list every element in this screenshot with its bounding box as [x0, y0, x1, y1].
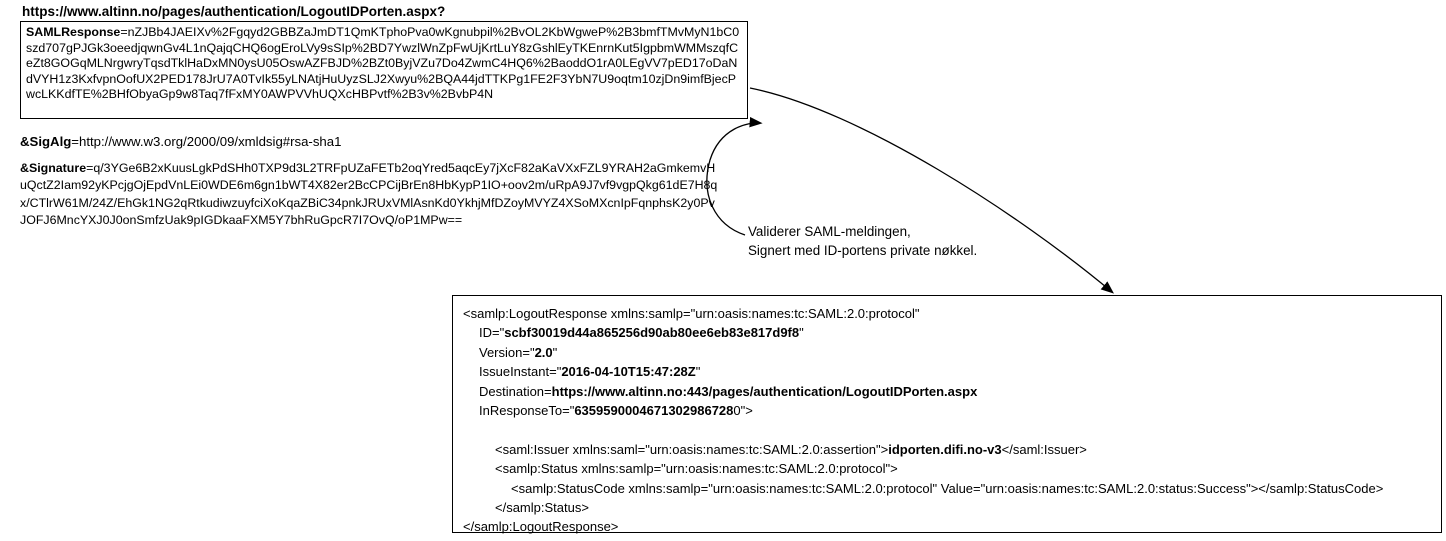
xml-token: " [695, 364, 701, 380]
saml-response-equals: = [120, 25, 128, 39]
saml-response-value: nZJBb4JAEIXv%2Fgqyd2GBBZaJmDT1QmKTphoPva0wKgnubpil%2BvOL2KbWgweP%2B3bmfTMvMyN1bC0szd707gPJGk3oeedjqwnGv4L1nQajqCHQ6ogEroLVy9sSIp%2BD7YwzlWnZpFwUjKrtLuY8zGshlEyTKEnrnKut5IgpbmWMMszqfCeZt8GOGqMLNrgwryTqsdTklHaDxMN0ysU05OswAZFBJD%2BZt0ByjVZu7Do4ZwmC4HQ6%2BaoddO1rA0LEgVV7pED17oDaNdVYH1z3KxfvpnOofUX2PED178JrU7A0TvIk55yLNAtjHuUyzSLJ2Xwyu%2BQA44jdTTKPg1FE2F3YbN7U9oqtm10zjDn9imfBjecPwcLKKdfTE%2BHfObyaGp9w8Taq7fFxMY0AWPVVhUQXcHBPvtf%2B3v%2BvbP4N [26, 25, 740, 102]
xml-line [463, 382, 1441, 401]
signature-label: &Signature [20, 161, 87, 175]
xml-value: idporten.difi.no-v3 [888, 441, 1002, 457]
xml-token: IssueInstant=" [479, 364, 562, 380]
xml-value: 2016-04-10T15:47:28Z [561, 364, 696, 380]
signature-equals: = [86, 161, 94, 175]
sigalg-value: http://www.w3.org/2000/09/xmldsig#rsa-sha1 [79, 134, 342, 149]
xml-token: ID=" [479, 325, 505, 341]
sigalg-label: &SigAlg [20, 134, 72, 149]
xml-line [463, 323, 1441, 342]
annotation-line-1: Validerer SAML-meldingen, [748, 224, 911, 239]
saml-response-label: SAMLResponse [26, 25, 121, 39]
xml-token: Destination= [479, 383, 552, 399]
logout-response-xml-box [452, 295, 1442, 533]
annotation-text [748, 222, 977, 260]
request-url-query-mark: ? [437, 4, 446, 19]
xml-token: 0"> [733, 403, 753, 419]
xml-line [463, 343, 1441, 362]
xml-token: " [552, 344, 558, 360]
request-url [22, 4, 445, 19]
xml-line [463, 304, 1441, 323]
signature-value: q/3YGe6B2xKuusLgkPdSHh0TXP9d3L2TRFpUZaFETb2oqYred5aqcEy7jXcF82aKaVXxFZL9YRAH2aGmkemvHuQctZ2Iam92yKPcjgOjEpdVnLEi0WDE6m6gn1bWT4X82er2BcCPCijBrEn8HbKypP1IO+oov2m/uRpA9J7vf9vgpQkg61dE7H8qx/CTlrW61M/24Z/EhGk1NG2qRtkudiwzuyfciXoKqaZBiC34pnkJRUxVMlAsnKd0YkhjMfDZoyMVYZ4XSoMXcnIpFqnphsK2y0PvJOFJ6MncYXJ0J0onSmfzUak9pIGDkaaFXM5Y7bhRuGpcR7I7OvQ/oP1MPw== [20, 161, 718, 228]
xml-line [463, 362, 1441, 381]
xml-token: <saml:Issuer xmlns:saml="urn:oasis:names:tc:SAML:2.0:assertion"> [495, 441, 889, 457]
xml-line [463, 440, 1441, 459]
xml-token: </saml:Issuer> [1001, 441, 1087, 457]
xml-token: </samlp:LogoutResponse> [463, 519, 619, 535]
xml-value: scbf30019d44a865256d90ab80ee6eb83e817d9f8 [504, 325, 800, 341]
xml-line [463, 517, 1441, 536]
sigalg-equals: = [71, 134, 79, 149]
xml-value: 2.0 [534, 344, 553, 360]
xml-line [463, 479, 1441, 498]
xml-token: Version=" [479, 344, 535, 360]
saml-response-line [26, 25, 742, 103]
xml-token: <samlp:StatusCode xmlns:samlp="urn:oasis:names:tc:SAML:2.0:protocol" Value="urn:oasis:names:tc:SAML:2.0:status:Success"></samlp:StatusCode> [511, 480, 1384, 496]
xml-token: <samlp:Status xmlns:samlp="urn:oasis:names:tc:SAML:2.0:protocol"> [495, 461, 898, 477]
xml-token: " [799, 325, 804, 341]
xml-line [463, 420, 1441, 439]
xml-token: </samlp:Status> [495, 500, 589, 516]
xml-value: 6359590004671302986728 [574, 403, 734, 419]
sigalg-line [20, 133, 341, 150]
annotation-line-2: Signert med ID-portens private nøkkel. [748, 243, 978, 258]
request-url-text: https://www.altinn.no/pages/authentication/LogoutIDPorten.aspx [22, 4, 438, 19]
xml-token: InResponseTo=" [479, 403, 575, 419]
signature-line [20, 160, 720, 230]
saml-response-box [20, 21, 748, 119]
xml-line [463, 459, 1441, 478]
xml-token: <samlp:LogoutResponse xmlns:samlp="urn:oasis:names:tc:SAML:2.0:protocol" [463, 306, 920, 321]
xml-content [463, 304, 1441, 537]
arrow-to-xml-box [750, 88, 1112, 292]
xml-value: https://www.altinn.no:443/pages/authentication/LogoutIDPorten.aspx [551, 383, 978, 399]
xml-line [463, 401, 1441, 420]
xml-line [463, 498, 1441, 517]
